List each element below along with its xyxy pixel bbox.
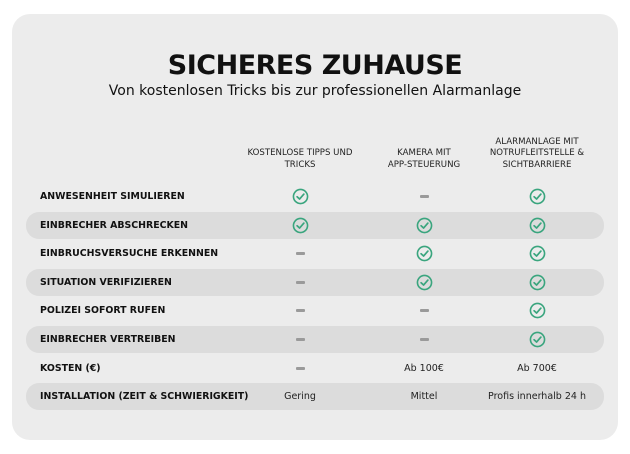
check-circle-icon	[416, 217, 433, 234]
table-cell	[364, 269, 484, 296]
cell-value: Ab 700€	[517, 362, 557, 374]
check-circle-icon	[529, 302, 546, 319]
check-circle-icon	[529, 217, 546, 234]
dash-icon	[420, 338, 429, 341]
table-cell	[240, 240, 360, 267]
column-header-line: TRICKS	[284, 159, 316, 170]
dash-icon	[296, 338, 305, 341]
table-cell	[477, 240, 597, 267]
dash-icon	[296, 309, 305, 312]
dash-icon	[420, 309, 429, 312]
cell-value: Profis innerhalb 24 h	[488, 391, 586, 403]
table-cell	[477, 383, 597, 410]
check-circle-icon	[529, 331, 546, 348]
column-header-1	[235, 148, 365, 171]
row-label: POLIZEI SOFORT RUFEN	[40, 305, 166, 317]
column-header-line: SICHTBARRIERE	[502, 159, 572, 170]
table-row	[26, 383, 604, 410]
row-label: KOSTEN (€)	[40, 362, 101, 374]
table-cell	[477, 355, 597, 382]
table-cell	[477, 183, 597, 210]
check-circle-icon	[292, 217, 309, 234]
table-row	[26, 183, 604, 210]
row-label: INSTALLATION (ZEIT & SCHWIERIGKEIT)	[40, 391, 249, 403]
table-row	[26, 355, 604, 382]
column-header-line: ALARMANLAGE MIT	[495, 136, 579, 147]
check-circle-icon	[529, 245, 546, 262]
row-label: ANWESENHEIT SIMULIEREN	[40, 191, 185, 202]
column-header-line: NOTRUFLEITSTELLE &	[489, 148, 585, 158]
row-label: EINBRUCHSVERSUCHE ERKENNEN	[40, 248, 219, 260]
column-header-line: KAMERA MIT	[397, 148, 451, 158]
page-title: SICHERES ZUHAUSE	[167, 50, 463, 81]
table-cell	[477, 297, 597, 324]
dash-icon	[420, 195, 429, 198]
cell-value: Ab 100€	[404, 362, 444, 374]
table-row	[26, 269, 604, 296]
column-header-2	[359, 148, 489, 171]
table-cell	[240, 355, 360, 382]
table-cell	[364, 383, 484, 410]
row-label: EINBRECHER VERTREIBEN	[40, 334, 176, 345]
table-cell	[240, 383, 360, 410]
table-row	[26, 212, 604, 239]
table-cell	[364, 326, 484, 353]
table-cell	[240, 297, 360, 324]
row-label: EINBRECHER ABSCHRECKEN	[40, 219, 189, 231]
row-label: SITUATION VERIFIZIEREN	[40, 276, 172, 288]
table-cell	[477, 212, 597, 239]
dash-icon	[296, 252, 305, 255]
dash-icon	[296, 281, 305, 284]
table-cell	[364, 183, 484, 210]
table-cell	[364, 297, 484, 324]
table-cell	[477, 269, 597, 296]
check-circle-icon	[529, 274, 546, 291]
check-circle-icon	[416, 245, 433, 262]
cell-value: Mittel	[410, 391, 438, 403]
page-subtitle: Von kostenlosen Tricks bis zur professionellen Alarmanlage	[108, 83, 522, 99]
table-cell	[477, 326, 597, 353]
table-cell	[240, 183, 360, 210]
cell-value: Gering	[284, 391, 316, 403]
table-cell	[364, 212, 484, 239]
check-circle-icon	[292, 188, 309, 205]
check-circle-icon	[529, 188, 546, 205]
dash-icon	[296, 367, 305, 370]
column-header-line: KOSTENLOSE TIPPS UND	[247, 148, 353, 158]
table-row	[26, 326, 604, 353]
column-header-3	[472, 137, 602, 172]
table-cell	[364, 240, 484, 267]
table-cell	[240, 212, 360, 239]
table-cell	[240, 269, 360, 296]
column-header-line: APP-STEUERUNG	[387, 159, 461, 170]
table-cell	[240, 326, 360, 353]
table-row	[26, 240, 604, 267]
check-circle-icon	[416, 274, 433, 291]
table-row	[26, 297, 604, 324]
table-cell	[364, 355, 484, 382]
